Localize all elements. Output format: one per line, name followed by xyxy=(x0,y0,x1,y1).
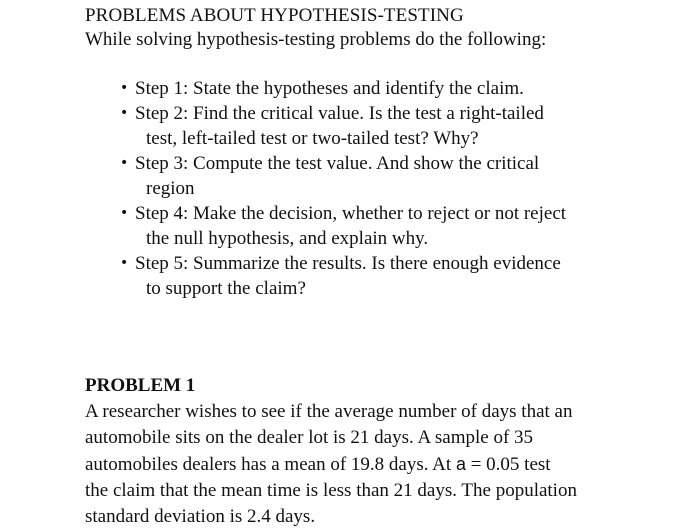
bullet-icon: • xyxy=(120,255,129,271)
bullet-icon: • xyxy=(120,105,129,121)
problem-line-3-end: = 0.05 test xyxy=(465,454,551,475)
step-3 xyxy=(117,151,677,201)
step-5-text: Step 5: Summarize the results. Is there enough evidence xyxy=(135,253,561,274)
steps-list xyxy=(117,76,677,301)
problem-statement xyxy=(85,399,645,530)
step-2 xyxy=(117,101,677,151)
step-3-continuation: region xyxy=(146,178,195,199)
bullet-icon: • xyxy=(120,155,129,171)
step-3-text: Step 3: Compute the test value. And show the critical xyxy=(135,153,540,174)
instructions-intro: While solving hypothesis-testing problems do the following: xyxy=(85,29,547,50)
document-title: PROBLEMS ABOUT HYPOTHESIS-TESTING xyxy=(85,5,464,26)
problem-line-4: the claim that the mean time is less than 21 days. The population xyxy=(85,480,577,501)
step-4 xyxy=(117,201,677,251)
problem-heading: PROBLEM 1 xyxy=(85,375,196,396)
step-1-text: Step 1: State the hypotheses and identify the claim. xyxy=(135,78,524,99)
step-2-text: Step 2: Find the critical value. Is the test a right-tailed xyxy=(135,103,544,124)
step-4-text: Step 4: Make the decision, whether to reject or not reject xyxy=(135,203,567,224)
problem-line-2: automobile sits on the dealer lot is 21 days. A sample of 35 xyxy=(85,427,534,448)
problem-line-3 xyxy=(85,451,645,478)
step-2-continuation: test, left-tailed test or two-tailed test? Why? xyxy=(146,128,479,149)
step-5-continuation: to support the claim? xyxy=(146,278,306,299)
problem-line-5: standard deviation is 2.4 days. xyxy=(85,506,316,527)
step-4-continuation: the null hypothesis, and explain why. xyxy=(146,228,429,249)
bullet-icon: • xyxy=(120,80,129,96)
step-1 xyxy=(117,76,677,101)
bullet-icon: • xyxy=(120,205,129,221)
step-5 xyxy=(117,251,677,301)
alpha-symbol: a xyxy=(455,454,466,474)
problem-line-3-start: automobiles dealers has a mean of 19.8 days. At xyxy=(85,454,456,475)
problem-line-1: A researcher wishes to see if the average number of days that an xyxy=(85,401,573,422)
